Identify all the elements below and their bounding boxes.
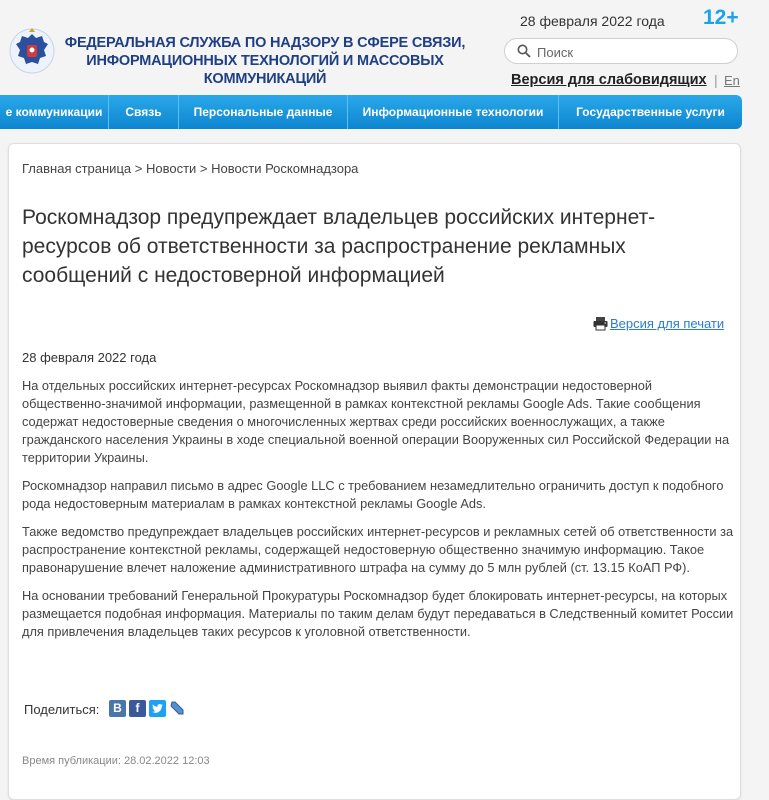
- article-container: [8, 143, 741, 800]
- article-paragraph: На основании требований Генеральной Прокуратуры Роскомнадзор будет блокировать интернет-ресурсы, на которых размещается подобная информация. Материалы по таким делам будут передаваться в Следственный комитет России для привлечения владельцев таких ресурсов к уголовной ответственности.: [22, 588, 734, 639]
- search-box[interactable]: [504, 38, 738, 64]
- search-icon: [517, 44, 531, 58]
- nav-item-communications[interactable]: Связь: [109, 95, 179, 129]
- site-header: [0, 0, 769, 95]
- lang-separator: |: [714, 72, 718, 88]
- share-buttons: [109, 700, 186, 717]
- livejournal-icon[interactable]: [169, 700, 186, 717]
- breadcrumb-home[interactable]: Главная страница: [22, 161, 132, 176]
- nav-item-personal-data[interactable]: Персональные данные: [179, 95, 348, 129]
- article-title: Роскомнадзор предупреждает владельцев российских интернет-ресурсов об ответственности за распространение рекламных сообщений с недостоверной информацией: [22, 206, 656, 287]
- breadcrumb: [22, 161, 358, 176]
- nav-item-mass-communications[interactable]: е коммуникации: [0, 95, 109, 129]
- share-label: Поделиться:: [24, 702, 100, 717]
- coat-of-arms-icon[interactable]: [8, 24, 56, 76]
- english-language-link[interactable]: En: [724, 73, 740, 88]
- breadcrumb-separator: >: [199, 161, 208, 176]
- breadcrumb-news[interactable]: Новости: [145, 161, 197, 176]
- print-version-link[interactable]: Версия для печати: [610, 316, 725, 331]
- nav-item-government-services[interactable]: Государственные услуги: [576, 105, 725, 119]
- search-input[interactable]: [535, 42, 729, 62]
- current-date: 28 февраля 2022 года: [520, 13, 665, 29]
- organization-title[interactable]: [60, 34, 470, 88]
- article-paragraph: На отдельных российских интернет-ресурсах Роскомнадзор выявил факты демонстрации недостоверной общественно-значимой информации, размещенной в рамках контекстной рекламы Google Ads. Такие сообщения содержат недостоверные сведения о многочисленных жертвах среди российских военнослужащих, а также гражданского населения Украины в ходе специальной военной операции Вооруженных сил Российской Федерации на территории Украины.: [22, 378, 730, 465]
- article-body: [22, 377, 734, 651]
- organization-title-line-1: ФЕДЕРАЛЬНАЯ СЛУЖБА ПО НАДЗОРУ В СФЕРЕ СВЯЗИ,: [64, 35, 466, 51]
- publication-time: Время публикации: 28.02.2022 12:03: [22, 755, 210, 767]
- article-date: 28 февраля 2022 года: [22, 350, 157, 365]
- organization-title-line-2: ИНФОРМАЦИОННЫХ ТЕХНОЛОГИЙ И МАССОВЫХ КОММУНИКАЦИЙ: [86, 53, 444, 87]
- article-paragraph: Также ведомство предупреждает владельцев российских интернет-ресурсов и рекламных сетей об ответственности за распространение контекстной рекламы, содержащей недостоверную общественно значимую информацию. Такое правонарушение влечет наложение административного штрафа на сумму до 5 млн рублей (ст. 13.15 КоАП РФ).: [22, 524, 734, 575]
- article-paragraph: Роскомнадзор направил письмо в адрес Google LLC с требованием незамедлительно ограничить доступ к подобного рода недостоверным материалам в рамках контекстной рекламы Google Ads.: [22, 478, 724, 511]
- vk-icon[interactable]: В: [109, 700, 126, 717]
- main-navigation: [0, 95, 742, 129]
- age-rating-badge: 12+: [703, 6, 739, 29]
- nav-item-information-technologies[interactable]: Информационные технологии: [348, 95, 559, 129]
- low-vision-link[interactable]: Версия для слабовидящих: [511, 72, 707, 88]
- twitter-icon[interactable]: [149, 700, 166, 717]
- printer-icon[interactable]: [593, 316, 608, 331]
- breadcrumb-rkn-news[interactable]: Новости Роскомнадзора: [211, 161, 359, 176]
- facebook-icon[interactable]: f: [129, 700, 146, 717]
- breadcrumb-separator: >: [134, 161, 143, 176]
